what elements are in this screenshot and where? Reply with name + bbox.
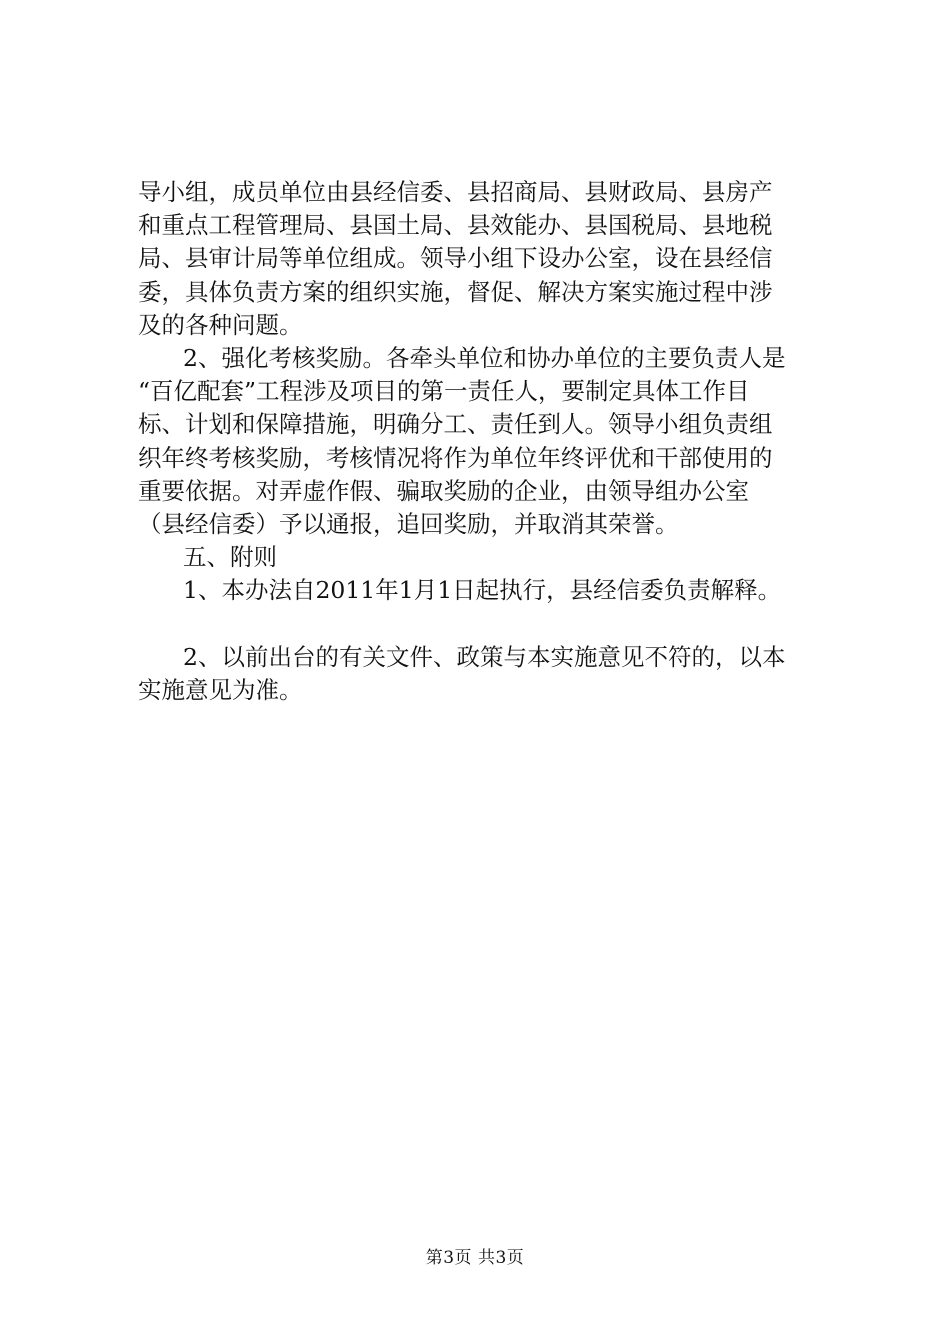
text-line: 导小组，成员单位由县经信委、县招商局、县财政局、县房产 <box>138 178 773 206</box>
page-footer: 第3页 共3页 <box>425 1248 525 1268</box>
text-line: 委，具体负责方案的组织实施，督促、解决方案实施过程中涉 <box>138 277 773 306</box>
text-line: 标、计划和保障措施，明确分工、责任到人。领导小组负责组 <box>138 410 773 439</box>
text-line: 局、县审计局等单位组成。领导小组下设办公室，设在县经信 <box>138 244 773 273</box>
paragraph-gap <box>138 607 858 640</box>
document-body <box>138 176 858 707</box>
text-line: 和重点工程管理局、县国土局、县效能办、县国税局、县地税 <box>138 211 773 240</box>
text-line: 重要依据。对弄虚作假、骗取奖励的企业，由领导组办公室 <box>138 476 749 505</box>
text-line: （县经信委）予以通报，追回奖励，并取消其荣誉。 <box>138 509 679 538</box>
text-line: “百亿配套”工程涉及项目的第一责任人，要制定具体工作目 <box>138 377 750 406</box>
text-line: 实施意见为准。 <box>138 675 303 704</box>
section-heading: 五、附则 <box>183 543 277 572</box>
text-line: 1、本办法自2011年1月1日起执行，县经信委负责解释。 <box>183 576 782 605</box>
text-line: 2、强化考核奖励。各牵头单位和协办单位的主要负责人是 <box>183 343 786 372</box>
text-line: 及的各种问题。 <box>138 310 303 339</box>
text-line: 2、以前出台的有关文件、政策与本实施意见不符的，以本 <box>183 642 786 671</box>
text-line: 织年终考核奖励，考核情况将作为单位年终评优和干部使用的 <box>138 443 773 472</box>
